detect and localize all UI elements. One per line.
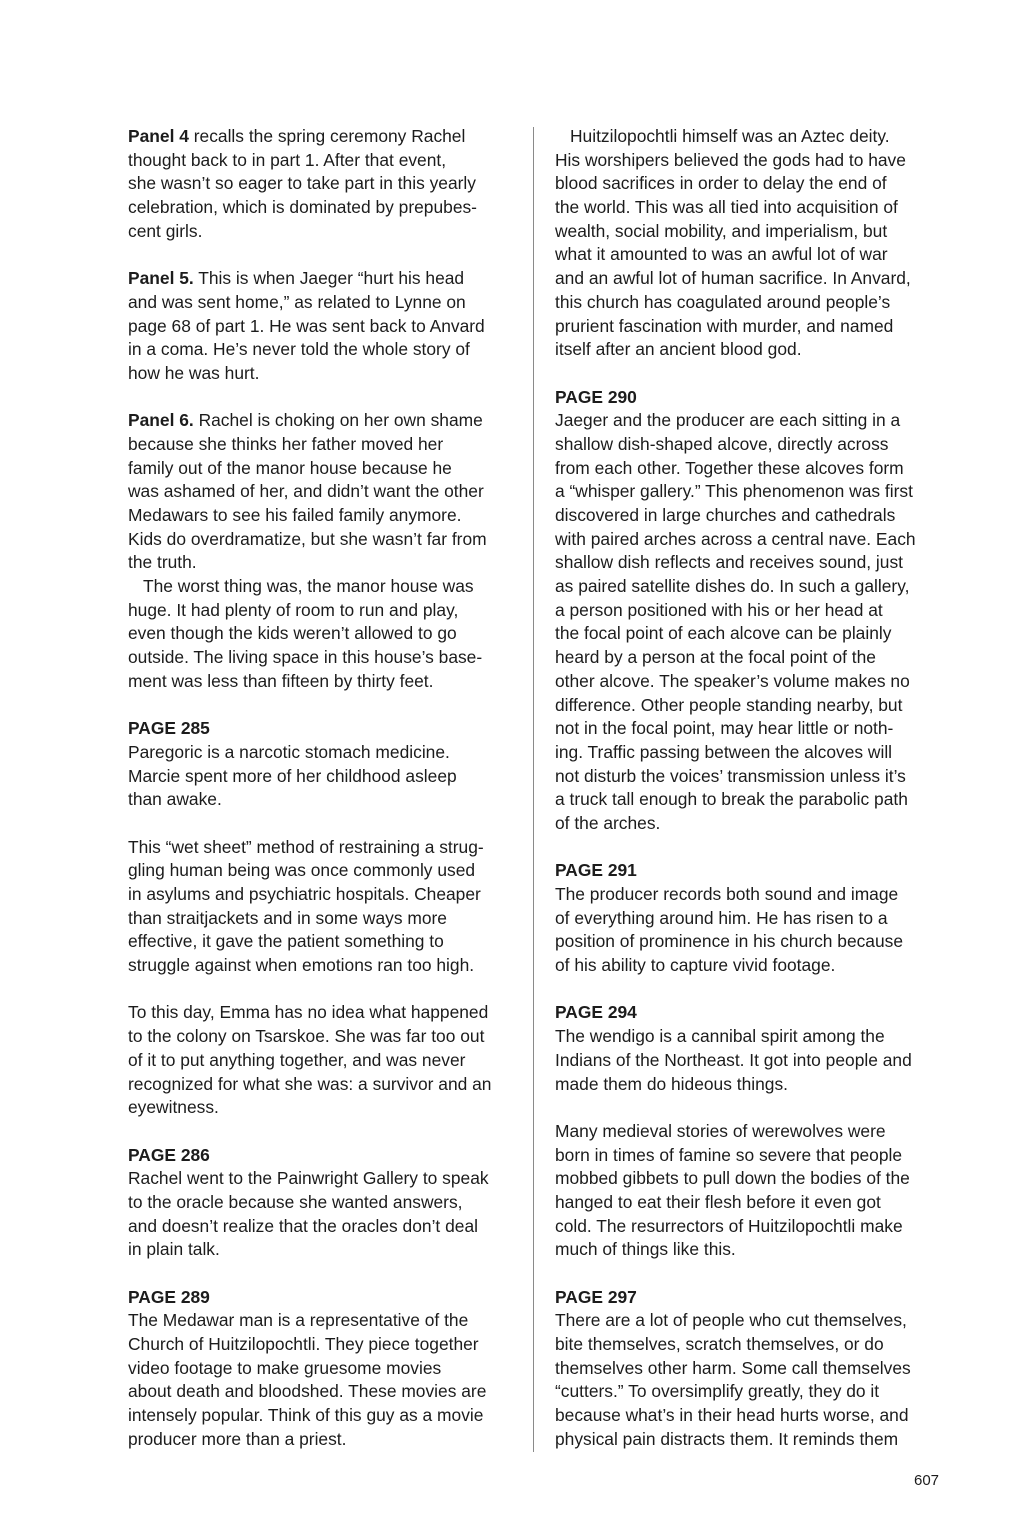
text-line: of the arches. [555, 812, 661, 833]
text-line: physical pain distracts them. It reminds them [555, 1428, 899, 1449]
text-line: ment was less than fifteen by thirty feet. [128, 670, 434, 691]
text-line: Rachel went to the Painwright Gallery to speak [128, 1168, 489, 1189]
text-run: recalls the spring ceremony Rachel [188, 126, 466, 146]
section-heading: PAGE 297 [555, 1286, 637, 1307]
section-heading: PAGE 291 [555, 860, 637, 881]
text-line: and an awful lot of human sacrifice. In Anvard, [555, 268, 911, 289]
text-line: as paired satellite dishes do. In such a gallery, [555, 576, 910, 597]
text-line: this church has coagulated around people’s [555, 291, 891, 312]
text-line: of everything around him. He has risen to a [555, 907, 888, 928]
text-line: eyewitness. [128, 1097, 219, 1118]
text-line: the focal point of each alcove can be plainly [555, 623, 892, 644]
text-line: struggle against when emotions ran too high. [128, 955, 475, 976]
text-line: wealth, social mobility, and imperialism, but [555, 220, 888, 241]
text-line: even though the kids weren’t allowed to go [128, 623, 457, 644]
text-line: was ashamed of her, and didn’t want the other [128, 481, 484, 502]
text-line: than awake. [128, 789, 222, 810]
text-line: made them do hideous things. [555, 1073, 788, 1094]
text-line: Many medieval stories of werewolves were [555, 1120, 886, 1141]
text-line: themselves other harm. Some call themselves [555, 1357, 911, 1378]
text-line: and doesn’t realize that the oracles don’t deal [128, 1215, 478, 1236]
text-line: The producer records both sound and image [555, 884, 899, 904]
text-line: cent girls. [128, 220, 203, 241]
text-line: cold. The resurrectors of Huitzilopochtli make [555, 1215, 903, 1236]
paragraph-gap [128, 1120, 520, 1144]
text-line: the world. This was all tied into acquisition of [555, 197, 898, 218]
left-column [128, 125, 520, 1452]
text-line: thought back to in part 1. After that event, [128, 149, 447, 170]
text-line: she wasn’t so eager to take part in this yearly [128, 173, 476, 194]
paragraph-gap [128, 812, 520, 836]
right-column [555, 125, 950, 1452]
text-line: ing. Traffic passing between the alcoves will [555, 741, 893, 762]
text-line: to the colony on Tsarskoe. She was far too out [128, 1026, 485, 1047]
text-line: of it to put anything together, and was never [128, 1049, 466, 1070]
text-line: producer more than a priest. [128, 1428, 347, 1449]
paragraph-gap [555, 362, 950, 386]
text-line: to the oracle because she wanted answers, [128, 1191, 463, 1212]
section-heading: PAGE 285 [128, 718, 210, 739]
text-line: “cutters.” To oversimplify greatly, they do it [555, 1381, 880, 1402]
paragraph-gap [128, 386, 520, 410]
text-line: not disturb the voices’ transmission unless it’s [555, 765, 906, 786]
text-line: difference. Other people standing nearby, but [555, 694, 903, 715]
text-line: outside. The living space in this house’s base- [128, 647, 483, 668]
text-line: in a coma. He’s never told the whole story of [128, 339, 470, 360]
text-line [128, 267, 520, 291]
run-in-heading: Panel 6. [128, 410, 194, 431]
text-line: than straitjackets and in some ways more [128, 907, 447, 928]
text-line: not in the focal point, may hear little or noth- [555, 718, 894, 739]
text-line: huge. It had plenty of room to run and play, [128, 599, 459, 620]
text-line: effective, it gave the patient something to [128, 931, 444, 952]
text-line [128, 125, 520, 149]
text-line: of his ability to capture vivid footage. [555, 955, 836, 976]
section-heading: PAGE 290 [555, 386, 637, 407]
text-line: Church of Huitzilopochtli. They piece together [128, 1334, 479, 1355]
text-line: shallow dish-shaped alcove, directly across [555, 433, 889, 454]
text-line: Paregoric is a narcotic stomach medicine. [128, 741, 450, 762]
text-line: Jaeger and the producer are each sitting in a [555, 410, 901, 431]
text-line: position of prominence in his church because [555, 931, 904, 952]
section-heading: PAGE 294 [555, 1002, 637, 1023]
text-line: discovered in large churches and cathedrals [555, 505, 896, 525]
paragraph-gap [128, 978, 520, 1002]
paragraph-gap [128, 1262, 520, 1286]
text-line: a truck tall enough to break the parabolic path [555, 789, 908, 810]
text-line: born in times of famine so severe that people [555, 1144, 903, 1165]
text-line: heard by a person at the focal point of the [555, 647, 876, 668]
text-line: in asylums and psychiatric hospitals. Cheaper [128, 884, 481, 904]
text-line: from each other. Together these alcoves form [555, 457, 904, 478]
text-line: Indians of the Northeast. It got into people and [555, 1049, 912, 1070]
text-line: intensely popular. Think of this guy as a movie [128, 1405, 484, 1426]
text-line: a person positioned with his or her head at [555, 599, 883, 620]
text-line: The worst thing was, the manor house was [143, 576, 474, 597]
run-in-heading: Panel 5. [128, 268, 194, 289]
text-line: with paired arches across a central nave. Each [555, 528, 916, 549]
text-line: what it amounted to was an awful lot of war [555, 244, 888, 265]
text-line: Marcie spent more of her childhood asleep [128, 765, 457, 786]
text-line: The wendigo is a cannibal spirit among the [555, 1026, 885, 1047]
text-line: and was sent home,” as related to Lynne on [128, 291, 466, 312]
text-line: Huitzilopochtli himself was an Aztec deity. [570, 126, 890, 146]
text-line: Kids do overdramatize, but she wasn’t far from [128, 528, 487, 549]
text-line: recognized for what she was: a survivor and an [128, 1073, 492, 1094]
text-line: the truth. [128, 552, 197, 573]
text-line: itself after an ancient blood god. [555, 339, 802, 360]
text-run: Rachel is choking on her own shame [193, 410, 483, 431]
text-line: other alcove. The speaker’s volume makes no [555, 670, 910, 691]
text-line: in plain talk. [128, 1239, 220, 1260]
text-line: To this day, Emma has no idea what happened [128, 1002, 489, 1023]
text-line: mobbed gibbets to pull down the bodies of the [555, 1168, 910, 1189]
text-line: how he was hurt. [128, 362, 260, 383]
text-line: His worshipers believed the gods had to have [555, 149, 906, 170]
paragraph-gap [555, 1096, 950, 1120]
text-line: celebration, which is dominated by prepubes- [128, 197, 477, 218]
section-heading: PAGE 286 [128, 1144, 210, 1165]
text-line: blood sacrifices in order to delay the end of [555, 173, 887, 194]
text-line: page 68 of part 1. He was sent back to Anvard [128, 315, 485, 336]
text-line: because she thinks her father moved her [128, 433, 444, 454]
run-in-heading: Panel 4 [128, 126, 189, 146]
text-line: about death and bloodshed. These movies are [128, 1381, 487, 1402]
text-line: video footage to make gruesome movies [128, 1357, 442, 1378]
paragraph-gap [555, 836, 950, 860]
text-run: This is when Jaeger “hurt his head [193, 268, 465, 289]
text-line: because what’s in their head hurts worse, and [555, 1405, 909, 1426]
text-line: There are a lot of people who cut themselves, [555, 1310, 907, 1331]
text-line: a “whisper gallery.” This phenomenon was first [555, 481, 913, 502]
text-line: much of things like this. [555, 1239, 736, 1260]
text-line: gling human being was once commonly used [128, 860, 476, 881]
section-heading: PAGE 289 [128, 1286, 210, 1307]
paragraph-gap [555, 978, 950, 1002]
paragraph-gap [555, 1262, 950, 1286]
text-line: The Medawar man is a representative of the [128, 1310, 469, 1331]
text-line: family out of the manor house because he [128, 457, 452, 478]
text-line [128, 409, 520, 433]
column-divider [533, 127, 534, 1452]
text-line: bite themselves, scratch themselves, or do [555, 1334, 884, 1355]
text-line: This “wet sheet” method of restraining a strug- [128, 836, 484, 857]
text-line: shallow dish reflects and receives sound, just [555, 552, 903, 573]
text-line: Medawars to see his failed family anymore. [128, 505, 462, 525]
text-line: prurient fascination with murder, and named [555, 315, 894, 336]
paragraph-gap [128, 243, 520, 267]
paragraph-gap [128, 694, 520, 718]
text-line: hanged to eat their flesh before it even got [555, 1191, 881, 1212]
page-number: 607 [914, 1472, 940, 1489]
